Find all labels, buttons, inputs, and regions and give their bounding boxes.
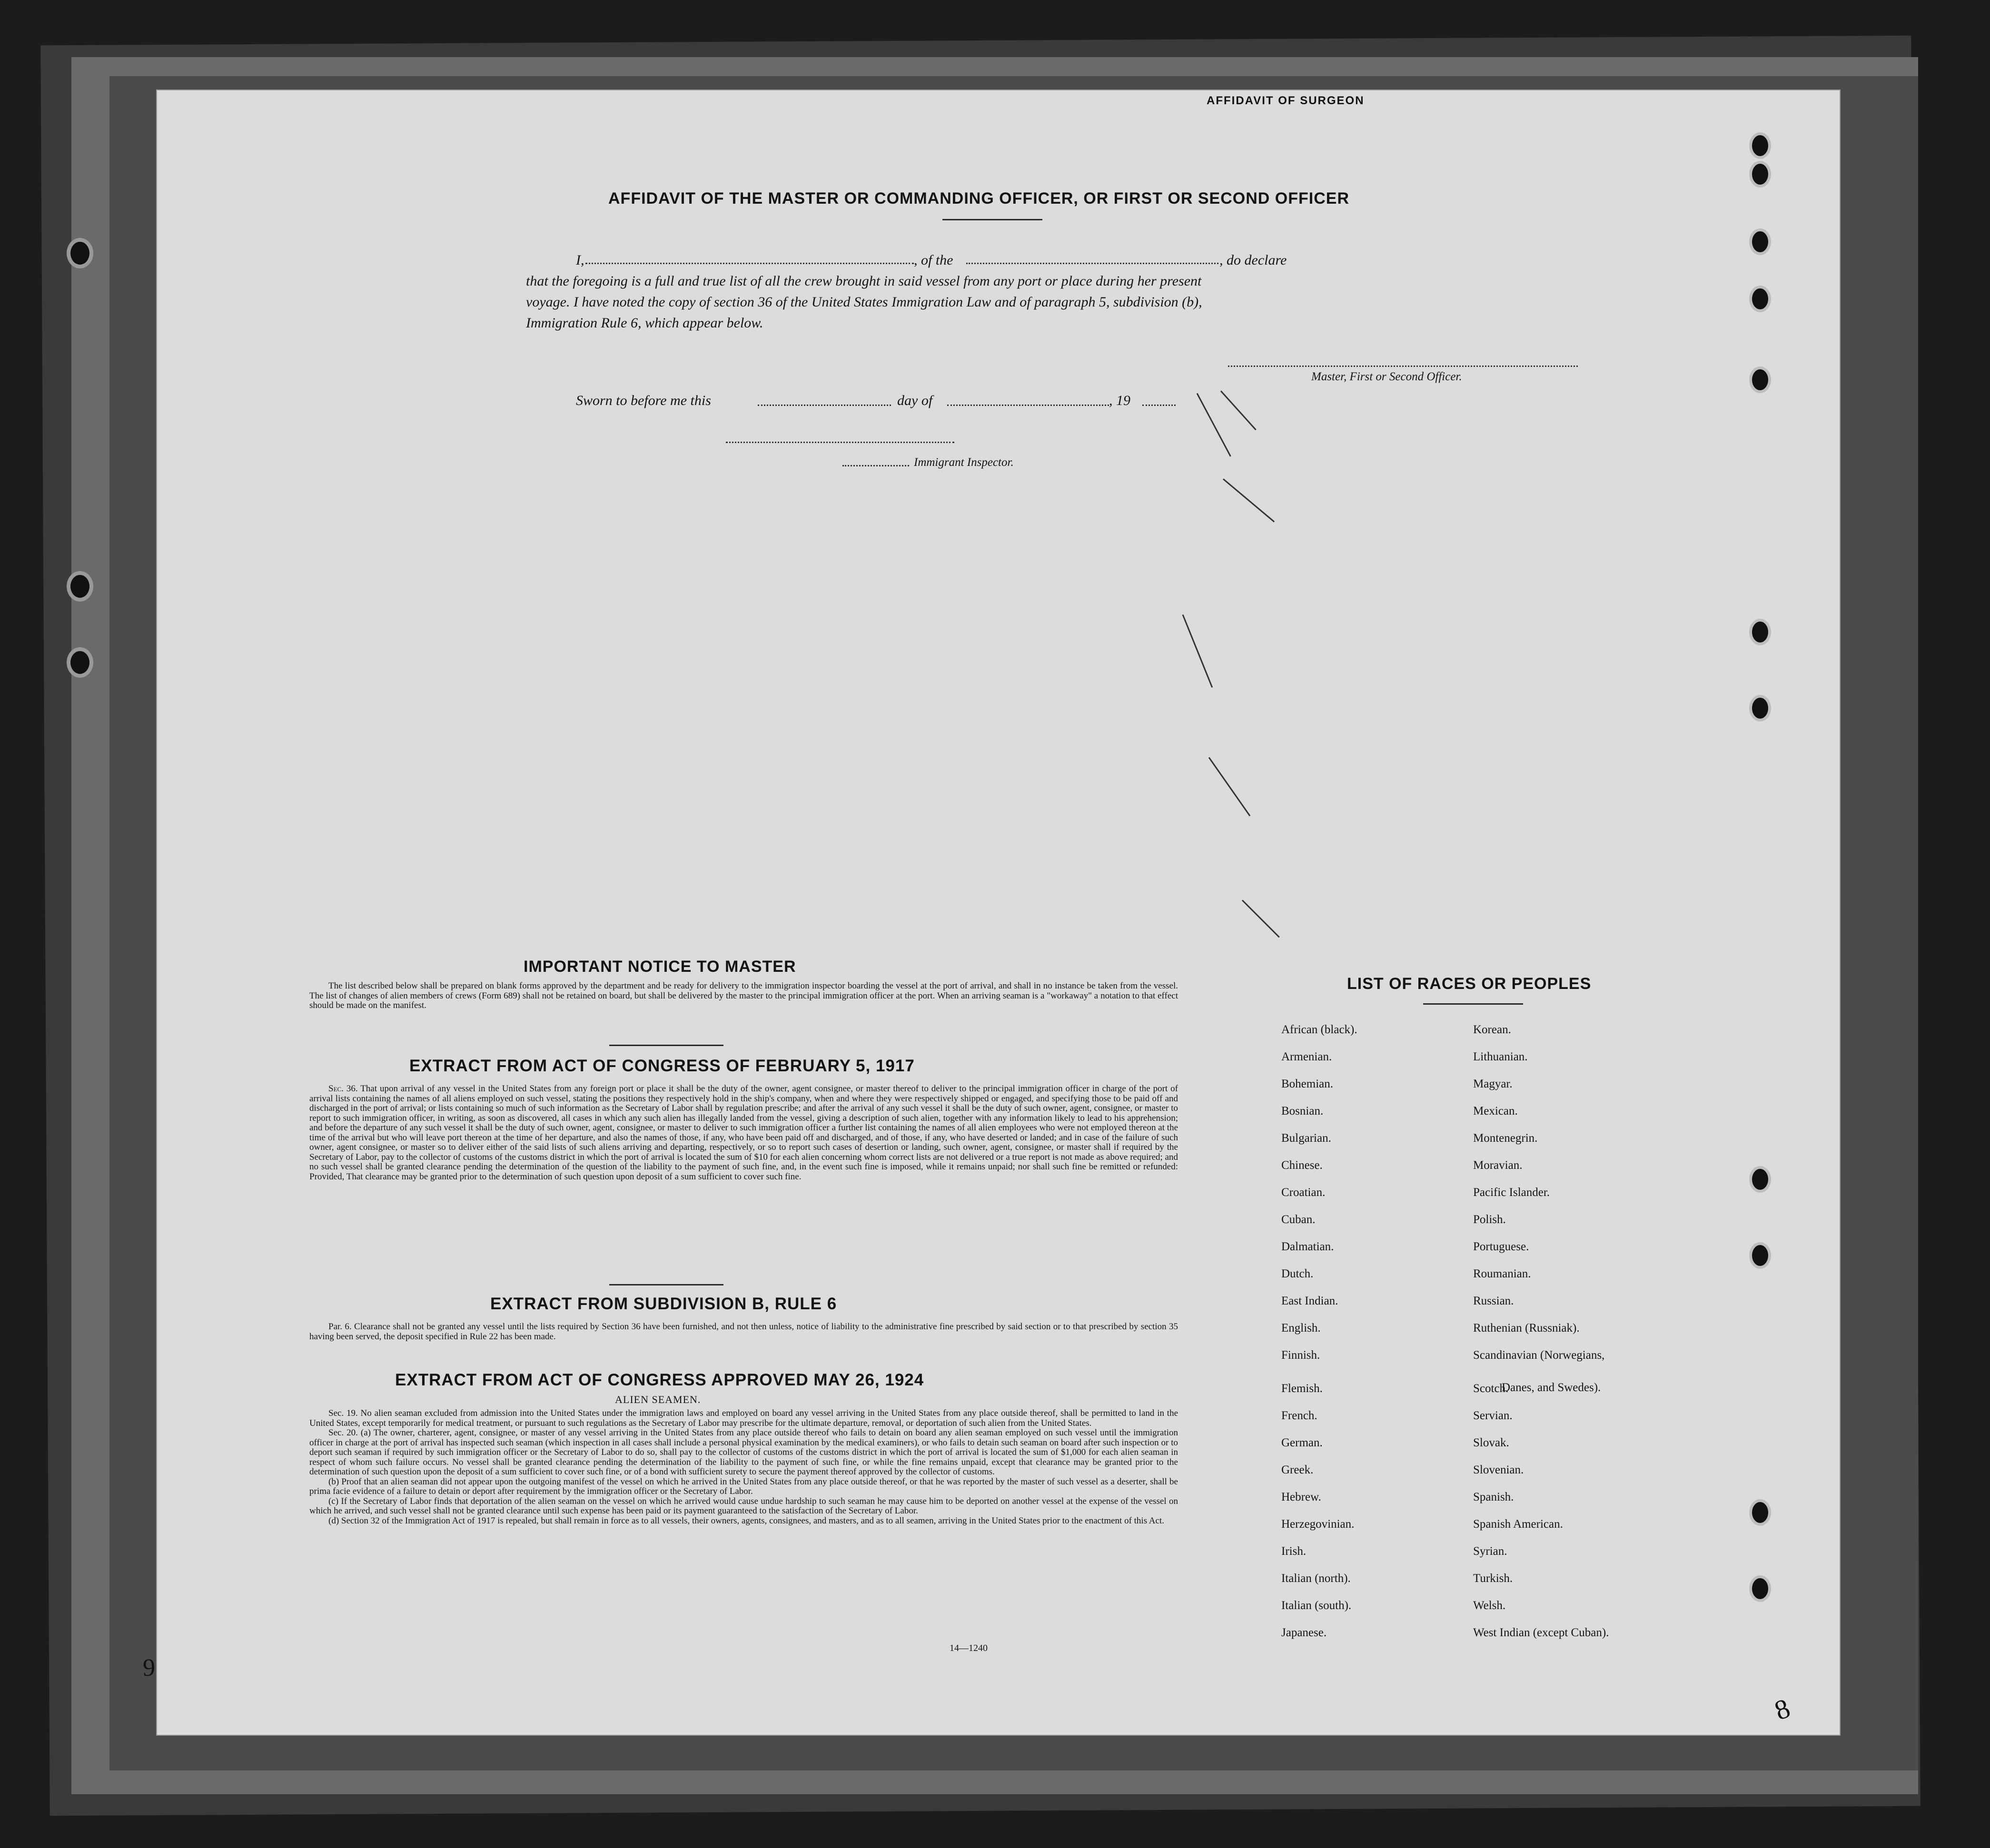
sec-20d-paragraph: (d) Section 32 of the Immigration Act of 1917 is repealed, but shall remain in force as to all vessels, their owners, agents, consignees, and masters, and as to all seamen, arriving in the United States prior to the enactment of this Act. xyxy=(328,1515,1164,1526)
punch-hole xyxy=(1749,1499,1771,1526)
sworn-label: Sworn to before me this xyxy=(576,393,711,408)
notice-paragraph: The list described below shall be prepared on blank forms approved by the department and be ready for delivery to the immigration inspector boarding the vessel at the port of arrival, and shall in no instance be taken from the vessel. The list of changes of alien members of crews (Form 689) shall not be retained on board, but shall be delivered by the master to the principal immigration officer at the port. When an arriving seaman is a "workaway" a notation to that effect should be made on the manifest. xyxy=(309,981,1178,1010)
affidavit-line-1: that the foregoing is a full and true list of all the crew brought in said vessel from any port or place during her present xyxy=(526,273,1202,289)
inspector-signature-blank[interactable] xyxy=(726,442,954,443)
sworn-year-blank[interactable] xyxy=(1142,405,1176,406)
sec-20b-paragraph: (b) Proof that an alien seaman did not appear upon the outgoing manifest of the vessel on which he arrived in the United States from any place outside thereof, or that he was reported by the master of such vessel as a deserter, shall be prima facie evidence of a failure to detain or deport after requirement by the immigration officer or the Secretary of Labor. xyxy=(309,1476,1178,1496)
race-item: Scandinavian (Norwegians, xyxy=(1473,1349,1605,1362)
punch-hole xyxy=(1749,1575,1771,1602)
race-item: French. xyxy=(1281,1409,1317,1422)
affidavit-line-3: Immigration Rule 6, which appear below. xyxy=(526,315,763,331)
punch-hole xyxy=(1749,228,1771,255)
manifest-page xyxy=(157,90,1840,1735)
race-item: Mexican. xyxy=(1473,1105,1518,1117)
punch-hole xyxy=(1749,286,1771,312)
sec-19-paragraph: Sec. 19. No alien seaman excluded from admission into the United States under the immigration laws and employed on board any vessel arriving in the United States from any place outside thereof, shall be permitted to land in the United States, except temporarily for medical treatment, or pursuant to such regulations as the Secretary of Labor may prescribe for the ultimate departure, removal, or deportation of such alien from the United States. xyxy=(309,1408,1178,1428)
race-item: Russian. xyxy=(1473,1295,1514,1307)
race-item: Italian (north). xyxy=(1281,1572,1351,1585)
extract-1917-text xyxy=(309,1084,1178,1182)
races-title: LIST OF RACES OR PEOPLES xyxy=(1347,975,1592,993)
punch-hole xyxy=(1749,1166,1771,1193)
race-item: Dutch. xyxy=(1281,1267,1314,1280)
notice-title: IMPORTANT NOTICE TO MASTER xyxy=(524,958,796,976)
race-item: Syrian. xyxy=(1473,1545,1507,1558)
top-stamp: AFFIDAVIT OF SURGEON xyxy=(1207,94,1365,107)
race-item: Servian. xyxy=(1473,1409,1513,1422)
extract-1917-title: EXTRACT FROM ACT OF CONGRESS OF FEBRUARY 5, 1917 xyxy=(409,1057,915,1075)
master-signature-label: Master, First or Second Officer. xyxy=(1311,370,1462,383)
master-signature-blank[interactable] xyxy=(1228,366,1578,367)
race-item: Montenegrin. xyxy=(1473,1132,1538,1145)
section-rule xyxy=(609,1045,723,1046)
race-item: Flemish. xyxy=(1281,1382,1323,1395)
affidavit-of-the: , of the xyxy=(914,252,953,268)
section-rule xyxy=(609,1284,723,1285)
race-item: Roumanian. xyxy=(1473,1267,1531,1280)
race-item: Korean. xyxy=(1473,1023,1511,1036)
race-item: Italian (south). xyxy=(1281,1599,1352,1612)
binder-hole xyxy=(67,238,93,268)
race-item: Welsh. xyxy=(1473,1599,1506,1612)
affidavit-title: AFFIDAVIT OF THE MASTER OR COMMANDING OFFICER, OR FIRST OR SECOND OFFICER xyxy=(608,189,1349,208)
race-item: Greek. xyxy=(1281,1463,1314,1476)
affidavit-line-2: voyage. I have noted the copy of section 36 of the United States Immigration Law and of paragraph 5, subdivision (b), xyxy=(526,294,1202,310)
day-of-label: day of xyxy=(897,393,933,408)
extract-1924-title: EXTRACT FROM ACT OF CONGRESS APPROVED MAY 26, 1924 xyxy=(395,1371,924,1389)
race-item: Armenian. xyxy=(1281,1050,1332,1063)
race-item: German. xyxy=(1281,1436,1323,1449)
punch-hole xyxy=(1749,161,1771,188)
race-item: Croatian. xyxy=(1281,1186,1326,1199)
race-item: Japanese. xyxy=(1281,1626,1327,1639)
race-item: Spanish American. xyxy=(1473,1518,1563,1531)
race-item: African (black). xyxy=(1281,1023,1357,1036)
vessel-blank[interactable] xyxy=(966,263,1218,264)
race-item: Chinese. xyxy=(1281,1159,1323,1172)
punch-hole xyxy=(1749,132,1771,159)
sec-36-label: Sec. 36. xyxy=(328,1084,358,1094)
margin-number: 9 xyxy=(143,1654,155,1681)
punch-hole xyxy=(1749,695,1771,721)
pencil-stroke xyxy=(1242,899,1280,938)
extract-rule6-title: EXTRACT FROM SUBDIVISION B, RULE 6 xyxy=(490,1295,837,1313)
sworn-day-blank[interactable] xyxy=(758,405,891,406)
race-right-continuation: Danes, and Swedes). xyxy=(1502,1381,1601,1394)
extract-1924-subtitle: ALIEN SEAMEN. xyxy=(615,1393,701,1405)
race-item: Finnish. xyxy=(1281,1349,1320,1362)
pencil-stroke xyxy=(1182,614,1213,688)
sworn-month-blank[interactable] xyxy=(947,405,1109,406)
race-item: Slovak. xyxy=(1473,1436,1509,1449)
handwritten-page-mark: 8 xyxy=(1770,1692,1794,1726)
inspector-label: Immigrant Inspector. xyxy=(914,456,1014,469)
inspector-prefix-blank[interactable] xyxy=(842,465,909,466)
race-item: Ruthenian (Russniak). xyxy=(1473,1322,1580,1334)
form-number: 14—1240 xyxy=(950,1643,988,1653)
sec-20a-paragraph: Sec. 20. (a) The owner, charterer, agent, consignee, or master of any vessel arriving in the United States from any place outside thereof who fails to detain on board any alien seaman employed on such vessel until the immigration officer in charge at the port of arrival has inspected such seaman (which inspection in all cases shall include a personal physical examination by the medical examiners), or who fails to detain such seaman on board after such inspection or to deport such seaman if required by such immigration officer or the Secretary of Labor to do so, shall pay to the collector of customs of the customs district in which the port of arrival is located the sum of $1,000 for each alien seaman in respect of whom such failure occurs. No vessel shall be granted clearance pending the determination of the liability to the payment of such fine, or while the fine remains unpaid, except that clearance may be granted prior to the determination of such question upon the deposit of a sum sufficient to cover such fine, or of a bond with sufficient surety to secure the payment thereof approved by the collector of customs. xyxy=(309,1428,1178,1477)
name-blank[interactable] xyxy=(585,263,914,264)
punch-hole xyxy=(1749,366,1771,393)
year-label: , 19 xyxy=(1109,393,1130,408)
notice-text xyxy=(309,981,1178,1011)
sec-36-text: That upon arrival of any vessel in the United States from any foreign port or place it shall be the duty of the owner, agent consignee, or master thereof to deliver to the principal immigration officer in charge of the port of arrival lists containing the names of all aliens employed on such vessel, stating the positions they respectively hold in the ship's company, when and where they were respectively shipped or engaged, and specifying those to be paid off and discharged in the port of arrival; or lists containing so much of such information as the Secretary of Labor shall by regulation prescribe; and after the arrival of any such vessel it shall be the duty of such owner, agent, consignee, or master to report to such immigration officer, in writing, as soon as discovered, all cases in which any such alien has illegally landed from the vessel, giving a description of such alien, together with any information likely to lead to his apprehension; and before the departure of any such vessel it shall be the duty of such owner, agent, consignee, or master to deliver to such immigration officer a further list containing the names of all alien employees who were not employed thereon at the time of the arrival but who will leave port thereon at the time of her departure, and also the names of those, if any, who have been paid off and discharged, and of those, if any, who have deserted or landed; and in case of the failure of such owner, agent consignee, or master so to deliver either of the said lists of such aliens arriving and departing, respectively, or so to report such cases of desertion or landing, such owner, agent, consignee, or master shall if required by the Secretary of Labor, pay to the collector of customs of the customs district in which the port of arrival is located the sum of $10 for each alien concerning whom correct lists are not delivered or a true report is not made as above required; and no such vessel shall be granted clearance pending the determination of the question of the liability to the payment of such fine, and, in the event such fine is imposed, while it remains unpaid; nor shall such fine be remitted or refunded: Provided, That clearance may be granted prior to the determination of such question upon deposit of a sum sufficient to cover such fine. xyxy=(309,1084,1178,1182)
punch-hole xyxy=(1749,1242,1771,1269)
race-item: Irish. xyxy=(1281,1545,1307,1558)
race-item: Portuguese. xyxy=(1473,1240,1529,1253)
race-item: Moravian. xyxy=(1473,1159,1523,1172)
race-item: Magyar. xyxy=(1473,1077,1513,1090)
title-rule xyxy=(942,219,1042,220)
pencil-stroke xyxy=(1197,393,1231,457)
race-item: Pacific Islander. xyxy=(1473,1186,1550,1199)
race-item: Scotch. xyxy=(1473,1382,1509,1395)
affidavit-i-label: I, xyxy=(576,252,584,268)
race-item: Bosnian. xyxy=(1281,1105,1324,1117)
race-item: Polish. xyxy=(1473,1213,1506,1226)
binder-hole xyxy=(67,571,93,602)
race-item: East Indian. xyxy=(1281,1295,1338,1307)
extract-rule6-text xyxy=(309,1322,1178,1342)
race-item: Cuban. xyxy=(1281,1213,1316,1226)
binder-hole xyxy=(67,647,93,678)
race-item: Herzegovinian. xyxy=(1281,1518,1355,1531)
race-item: West Indian (except Cuban). xyxy=(1473,1626,1609,1639)
race-item: Slovenian. xyxy=(1473,1463,1524,1476)
rule6-paragraph: Par. 6. Clearance shall not be granted any vessel until the lists required by Section 36 have been furnished, and not then unless, notice of liability to the administrative fine prescribed by said section or to that prescribed by section 35 having been served, the deposit specified in Rule 22 has been made. xyxy=(309,1322,1178,1342)
race-item: English. xyxy=(1281,1322,1321,1334)
race-item: Bulgarian. xyxy=(1281,1132,1331,1145)
pencil-stroke xyxy=(1220,390,1257,430)
race-item: Hebrew. xyxy=(1281,1491,1321,1503)
punch-hole xyxy=(1749,619,1771,645)
pencil-stroke xyxy=(1223,478,1275,522)
pencil-stroke xyxy=(1208,757,1250,817)
race-item: Spanish. xyxy=(1473,1491,1514,1503)
race-item: Turkish. xyxy=(1473,1572,1513,1585)
race-item: Lithuanian. xyxy=(1473,1050,1528,1063)
race-item: Dalmatian. xyxy=(1281,1240,1334,1253)
sec-20c-paragraph: (c) If the Secretary of Labor finds that deportation of the alien seaman on the vessel on which he arrived would cause undue hardship to such seaman he may cause him to be deported on another vessel at the expense of the vessel on which he arrived, and such vessel shall not be granted clearance until such expense has been paid or its payment guaranteed to the satisfaction of the Secretary of Labor. xyxy=(309,1496,1178,1516)
affidavit-do-declare: , do declare xyxy=(1219,252,1287,268)
races-rule xyxy=(1423,1003,1523,1005)
race-item: Bohemian. xyxy=(1281,1077,1334,1090)
extract-1924-text xyxy=(309,1409,1178,1526)
